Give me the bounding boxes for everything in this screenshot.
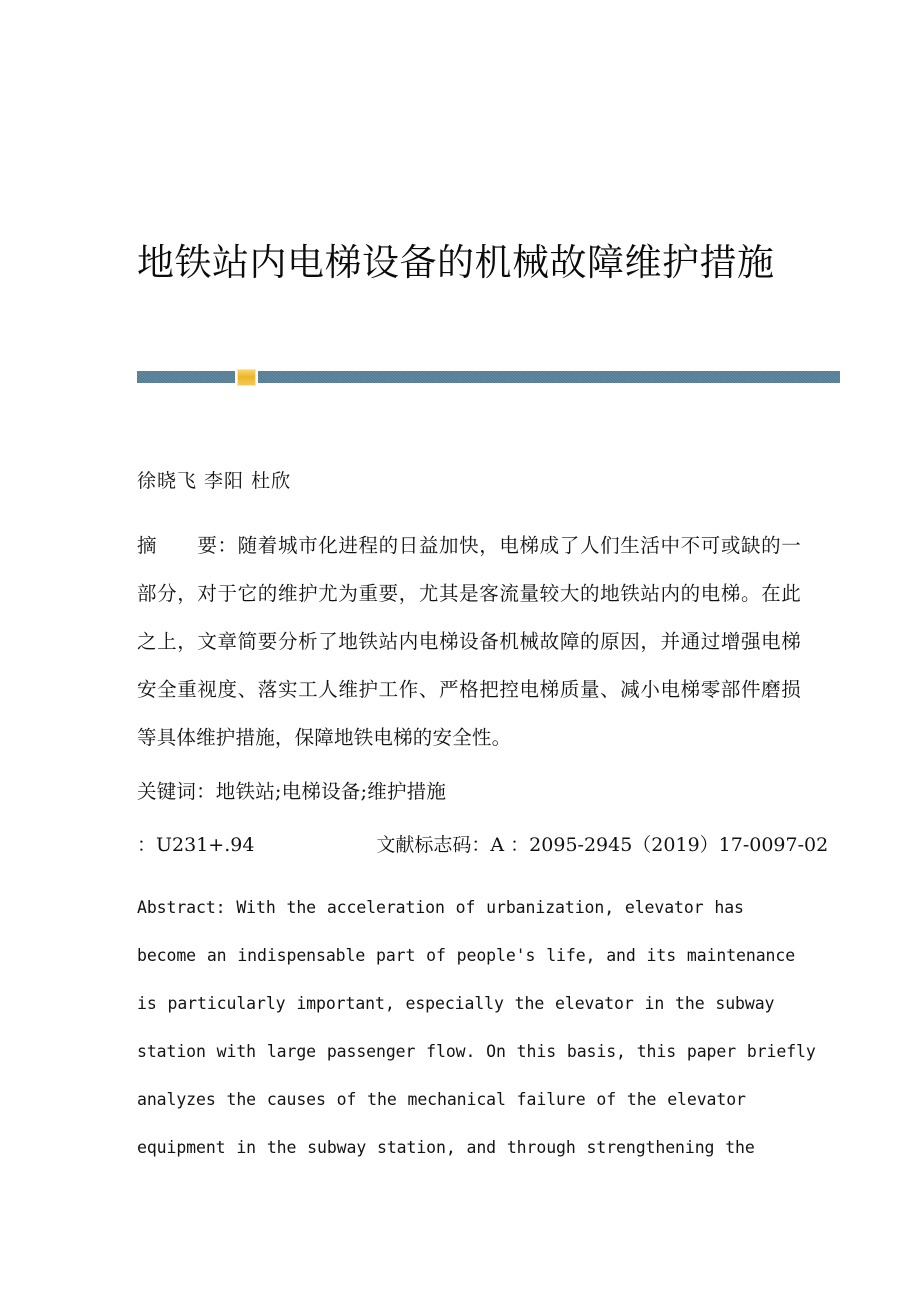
english-abstract-line: become an indispensable part of people's life, and its maintenance	[137, 946, 796, 965]
english-abstract-line: equipment in the subway station, and through strengthening the	[137, 1138, 755, 1157]
divider-bar-right-segment	[258, 371, 840, 383]
divider-gold-accent-icon	[238, 370, 255, 385]
english-abstract-line: station with large passenger flow. On this basis, this paper briefly	[137, 1042, 816, 1061]
decorative-divider	[137, 371, 840, 383]
classification-number: ：U231+.94	[137, 834, 255, 856]
english-abstract	[137, 884, 816, 1172]
author-list: 徐晓飞 李阳 杜欣	[137, 470, 292, 492]
chinese-abstract: 摘 要：随着城市化进程的日益加快，电梯成了人们生活中不可或缺的一部分，对于它的维护尤为重要，尤其是客流量较大的地铁站内的电梯。在此之上，文章简要分析了地铁站内电梯设备机械故障的原因，并通过增强电梯安全重视度、落实工人维护工作、严格把控电梯质量、减小电梯零部件磨损等具体维护措施，保障地铁电梯的安全性。	[137, 534, 801, 749]
publication-metadata-line	[137, 828, 829, 862]
chinese-keywords: 关键词：地铁站;电梯设备;维护措施	[137, 780, 447, 803]
page-title: 地铁站内电梯设备的机械故障维护措施	[137, 240, 775, 284]
english-abstract-line: analyzes the causes of the mechanical failure of the elevator	[137, 1090, 746, 1109]
english-abstract-line: Abstract: With the acceleration of urbanization, elevator has	[137, 898, 744, 917]
divider-bar-left-segment	[137, 371, 235, 383]
english-abstract-line: is particularly important, especially the elevator in the subway	[137, 994, 775, 1013]
document-code-and-article-id: 文献标志码：A ：2095-2945（2019）17-0097-02	[376, 834, 829, 856]
